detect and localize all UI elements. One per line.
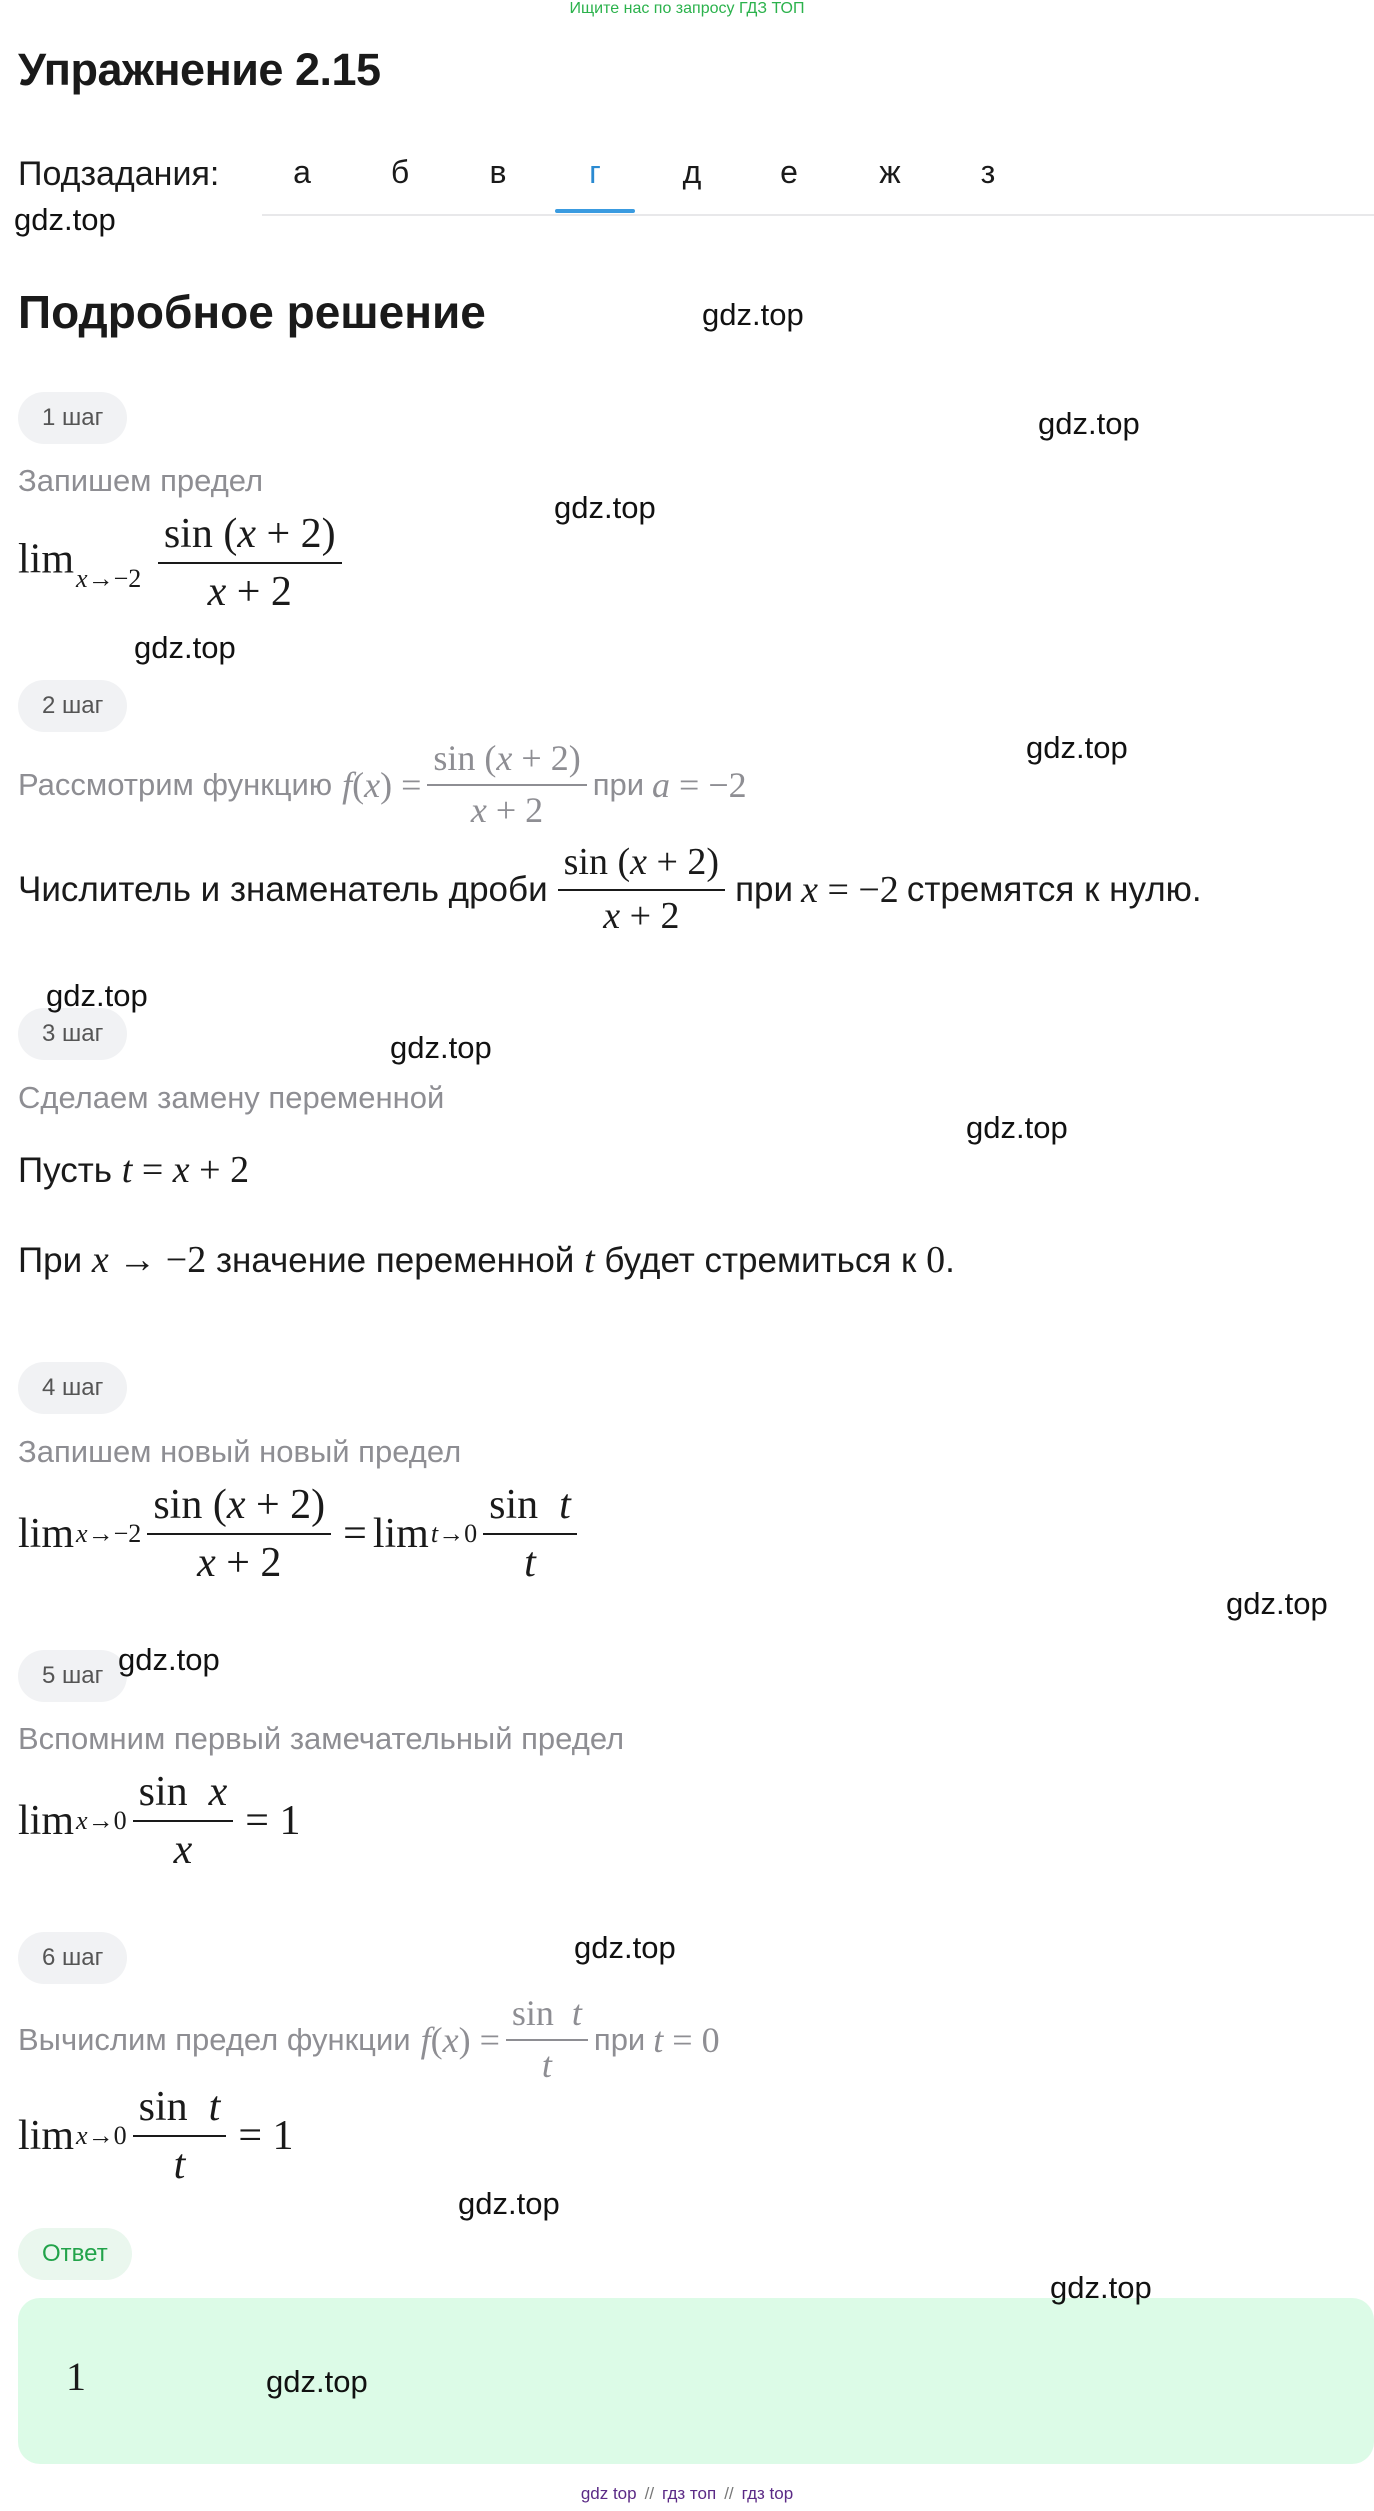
tab-zh[interactable]: ж — [879, 154, 901, 190]
step-3-caption: Сделаем замену переменной — [18, 1080, 445, 1115]
answer-box — [18, 2298, 1374, 2464]
step-2-text-mid: при — [735, 869, 794, 909]
step-3-badge: 3 шаг — [18, 1008, 127, 1060]
step-4-badge: 4 шаг — [18, 1362, 127, 1414]
tab-z[interactable]: з — [980, 154, 996, 190]
step-6-caption-prefix: Вычислим предел функции — [18, 2021, 411, 2057]
answer-badge: Ответ — [18, 2228, 132, 2280]
step-2-caption: Рассмотрим функцию f(x) = $\frac{\sin (x + 2)}{x + 2}$ при a = −2 — [18, 738, 747, 830]
step-2-text-prefix: Числитель и знаменатель дроби — [18, 869, 548, 909]
watermark: gdz.top — [1026, 730, 1128, 765]
subtask-tabs — [262, 138, 1374, 216]
watermark: gdz.top — [966, 1110, 1068, 1145]
active-tab-indicator — [555, 209, 635, 213]
step-2-caption-prefix: Рассмотрим функцию — [18, 766, 333, 802]
step-1-caption: Запишем предел — [18, 463, 264, 498]
step-6-caption-mid: при — [593, 2021, 646, 2057]
step-6-formula: lim x→0 $\frac{\text{sin t}}{t}$ = 1 — [18, 2084, 294, 2189]
watermark: gdz.top — [118, 1642, 220, 1677]
tab-d[interactable]: д — [682, 154, 702, 190]
step-2-text: Числитель и знаменатель дроби $\frac{\sin (x + 2)}{x + 2}$ при x = −2 стремятся к нулю. — [18, 841, 1202, 937]
tab-g[interactable]: г — [589, 154, 601, 190]
step-3-line-2-end: . — [945, 1241, 955, 1280]
step-4-caption: Запишем новый новый предел — [18, 1434, 462, 1469]
step-3-line-2: При x → −2 значение переменной t будет стремиться к 0. — [18, 1239, 955, 1281]
tab-a[interactable]: а — [293, 154, 311, 190]
step-6-caption: Вычислим предел функции f(x) = $\frac{\text{sin t}}{t}$ при t = 0 — [18, 1993, 720, 2085]
step-5-caption: Вспомним первый замечательный предел — [18, 1721, 625, 1756]
step-5-formula: lim x→0 $\frac{\text{sin x}}{x}$ = 1 — [18, 1769, 301, 1874]
watermark: gdz.top — [702, 297, 804, 332]
step-3-line-1: Пусть t = x + 2 — [18, 1149, 250, 1191]
step-5-badge: 5 шаг — [18, 1650, 127, 1702]
watermark: gdz.top — [1226, 1586, 1328, 1621]
step-3-line-2-prefix: При — [18, 1241, 83, 1280]
step-2-text-suffix: стремятся к нулю. — [906, 869, 1202, 909]
footer: gdz top // гдз топ // гдз top — [580, 2484, 794, 2503]
step-6-badge: 6 шаг — [18, 1932, 127, 1984]
page-title: Упражнение 2.15 — [18, 44, 381, 95]
step-4-formula: lim x→−2 $\frac{\sin (x + 2)}{x + 2}$ = lim t→0 $\frac{\text{sin t}}{t}$ — [18, 1483, 583, 1585]
watermark: gdz.top — [574, 1930, 676, 1965]
answer-value: 1 — [66, 2354, 86, 2399]
footer-link[interactable]: gdz top — [580, 2484, 637, 2503]
watermark: gdz.top — [14, 202, 116, 237]
watermark: gdz.top — [134, 630, 236, 665]
step-3-line-2-mid2: будет стремиться к — [604, 1241, 917, 1280]
tab-b[interactable]: б — [390, 154, 410, 190]
watermark: gdz.top — [390, 1030, 492, 1065]
section-title: Подробное решение — [18, 286, 486, 338]
watermark: gdz.top — [266, 2364, 368, 2399]
step-1-badge: 1 шаг — [18, 392, 127, 444]
step-1-formula: $\lim_{x\to-2}$ $\frac{\sin (x + 2)}{x + 2}$ — [18, 512, 348, 614]
tab-e[interactable]: е — [780, 154, 798, 190]
watermark: gdz.top — [1050, 2270, 1152, 2305]
step-3-line-2-mid1: значение переменной — [215, 1241, 575, 1280]
top-banner: Ищите нас по запросу ГДЗ ТОП — [569, 0, 805, 17]
watermark: gdz.top — [1038, 406, 1140, 441]
footer-link[interactable]: гдз топ — [662, 2484, 717, 2503]
watermark: gdz.top — [458, 2186, 560, 2221]
watermark: gdz.top — [554, 490, 656, 525]
step-3-line-1-prefix: Пусть — [18, 1151, 113, 1190]
step-2-caption-mid: при — [592, 766, 645, 802]
subtasks-label: Подзадания: — [18, 155, 220, 193]
watermark: gdz.top — [46, 978, 148, 1013]
footer-link[interactable]: гдз top — [741, 2484, 794, 2503]
tab-v[interactable]: в — [489, 154, 507, 190]
step-2-badge: 2 шаг — [18, 680, 127, 732]
